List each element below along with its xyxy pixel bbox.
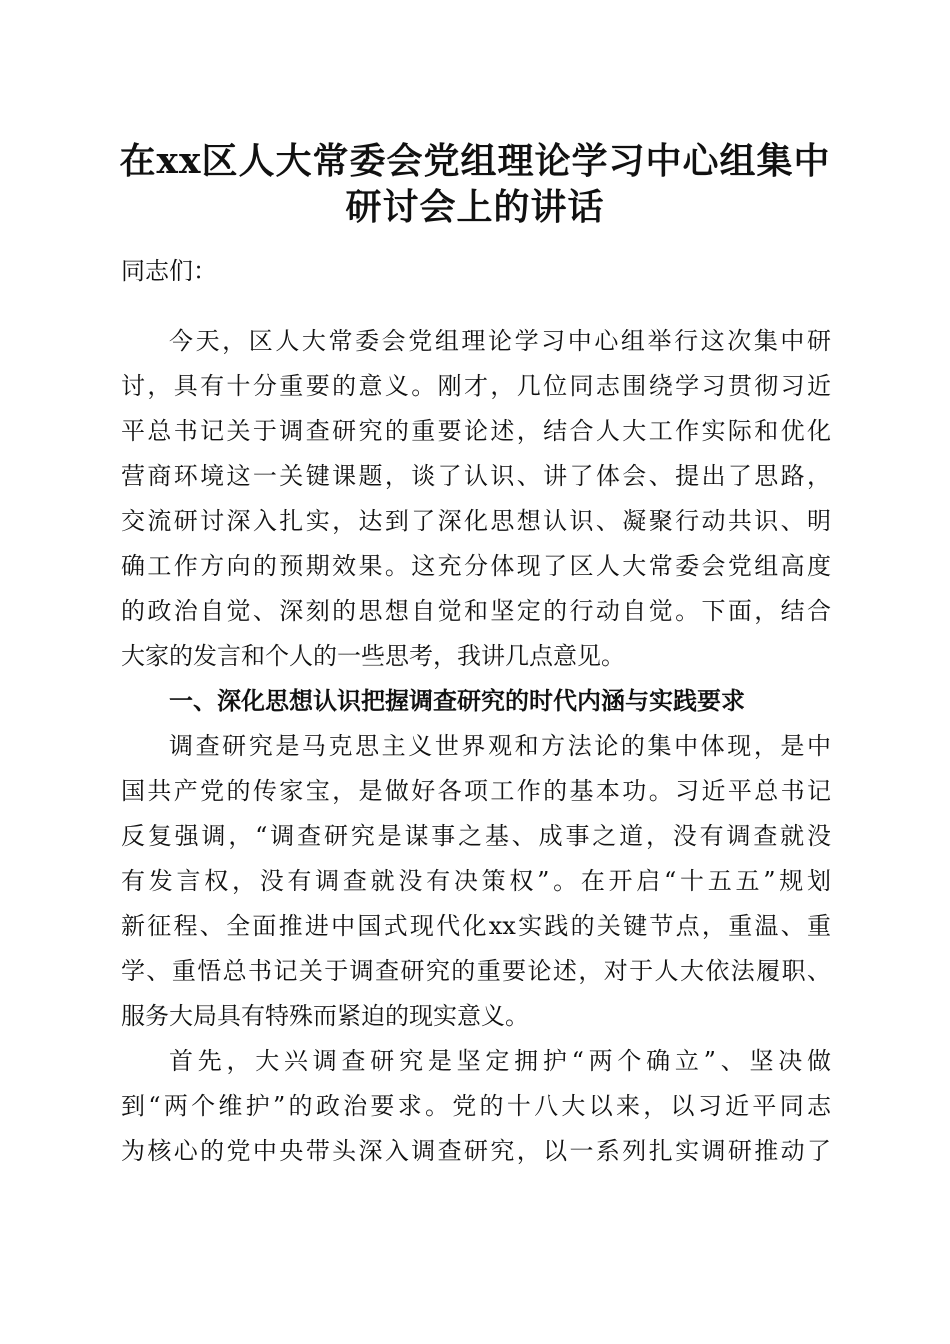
paragraph-line: 有发言权，没有调查就没有决策权”。在开启“十五五”规划	[121, 867, 831, 895]
paragraph-line: 到“两个维护”的政治要求。党的十八大以来，以习近平同志	[121, 1092, 831, 1120]
paragraph-line: 反复强调，“调查研究是谋事之基、成事之道，没有调查就没	[121, 822, 831, 850]
paragraph-line: 大家的发言和个人的一些思考，我讲几点意见。	[121, 642, 625, 670]
paragraph-line: 学、重悟总书记关于调查研究的重要论述，对于人大依法履职、	[121, 957, 831, 985]
paragraph-line: 新征程、全面推进中国式现代化xx实践的关键节点，重温、重	[121, 912, 831, 940]
paragraph-line: 国共产党的传家宝，是做好各项工作的基本功。习近平总书记	[121, 777, 831, 805]
paragraph-line: 今天，区人大常委会党组理论学习中心组举行这次集中研	[169, 327, 831, 355]
paragraph-line: 的政治自觉、深刻的思想自觉和坚定的行动自觉。下面，结合	[121, 597, 831, 625]
paragraph-line: 平总书记关于调查研究的重要论述，结合人大工作实际和优化	[121, 417, 831, 445]
paragraph-line: 为核心的党中央带头深入调查研究，以一系列扎实调研推动了	[121, 1137, 831, 1165]
paragraph-line: 交流研讨深入扎实，达到了深化思想认识、凝聚行动共识、明	[121, 507, 831, 535]
section-heading: 一、深化思想认识把握调查研究的时代内涵与实践要求	[169, 687, 745, 715]
salutation: 同志们：	[121, 257, 217, 285]
paragraph-line: 服务大局具有特殊而紧迫的现实意义。	[121, 1002, 529, 1030]
document-title-line-2: 研讨会上的讲话	[345, 186, 605, 228]
paragraph-line: 调查研究是马克思主义世界观和方法论的集中体现，是中	[169, 732, 831, 760]
paragraph-line: 讨，具有十分重要的意义。刚才，几位同志围绕学习贯彻习近	[121, 372, 831, 400]
paragraph-line: 营商环境这一关键课题，谈了认识、讲了体会、提出了思路，	[121, 462, 831, 490]
paragraph-line: 首先，大兴调查研究是坚定拥护“两个确立”、坚决做	[169, 1047, 831, 1075]
document-title-line-1: 在xx区人大常委会党组理论学习中心组集中	[119, 140, 831, 182]
paragraph-line: 确工作方向的预期效果。这充分体现了区人大常委会党组高度	[121, 552, 831, 580]
